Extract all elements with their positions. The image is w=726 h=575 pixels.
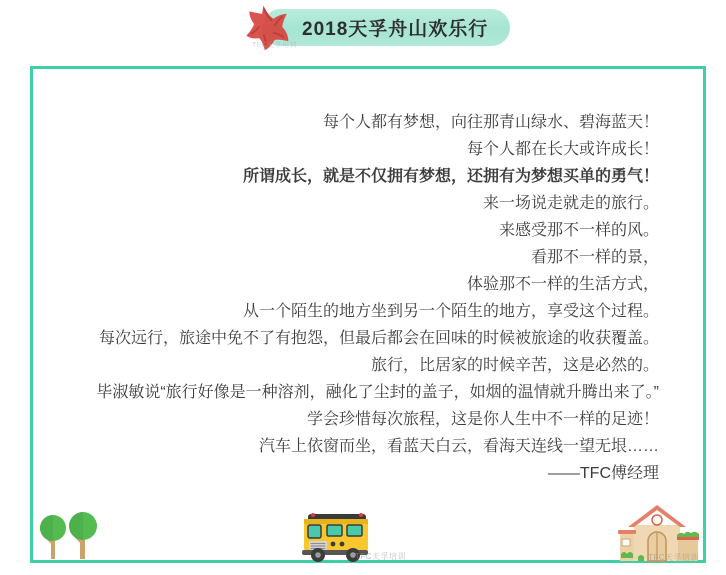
page-title: 2018天孚舟山欢乐行 (302, 19, 489, 40)
poem-text-block (39, 109, 659, 487)
text-line: 看那不一样的景， (530, 249, 659, 266)
text-line: 每次远行，旅途中免不了有抱怨，但最后都会在回味的时候被旅途的收获覆盖。 (98, 330, 659, 347)
trees-icon (35, 512, 107, 562)
watermark-bus: TFC天孚培训 (355, 552, 407, 561)
watermark-star: TFC天孚培训 (252, 42, 298, 49)
watermark-house: TFC天孚培训 (648, 553, 700, 562)
text-line: 旅行，比居家的时候辛苦，这是必然的。 (370, 357, 659, 374)
content-frame (30, 66, 706, 563)
title-banner (262, 9, 510, 46)
text-line: 汽车上依窗而坐，看蓝天白云，看海天连线一望无垠…… (258, 438, 659, 455)
text-line: 来感受那不一样的风。 (498, 222, 659, 239)
text-line: 从一个陌生的地方坐到另一个陌生的地方，享受这个过程。 (242, 303, 659, 320)
text-line: 所谓成长，就是不仅拥有梦想，还拥有为梦想买单的勇气！ (242, 168, 659, 185)
text-line: 每个人都在长大或许成长！ (466, 141, 659, 158)
text-line: 学会珍惜每次旅程，这是你人生中不一样的足迹！ (306, 411, 659, 428)
text-line: 体验那不一样的生活方式， (466, 276, 659, 293)
signature-line: ——TFC傅经理 (547, 465, 659, 482)
text-line: 来一场说走就走的旅行。 (482, 195, 659, 212)
text-line: 每个人都有梦想，向往那青山绿水、碧海蓝天！ (322, 114, 659, 131)
text-line: 毕淑敏说“旅行好像是一种溶剂，融化了尘封的盖子，如烟的温情就升腾出来了。” (96, 384, 659, 401)
